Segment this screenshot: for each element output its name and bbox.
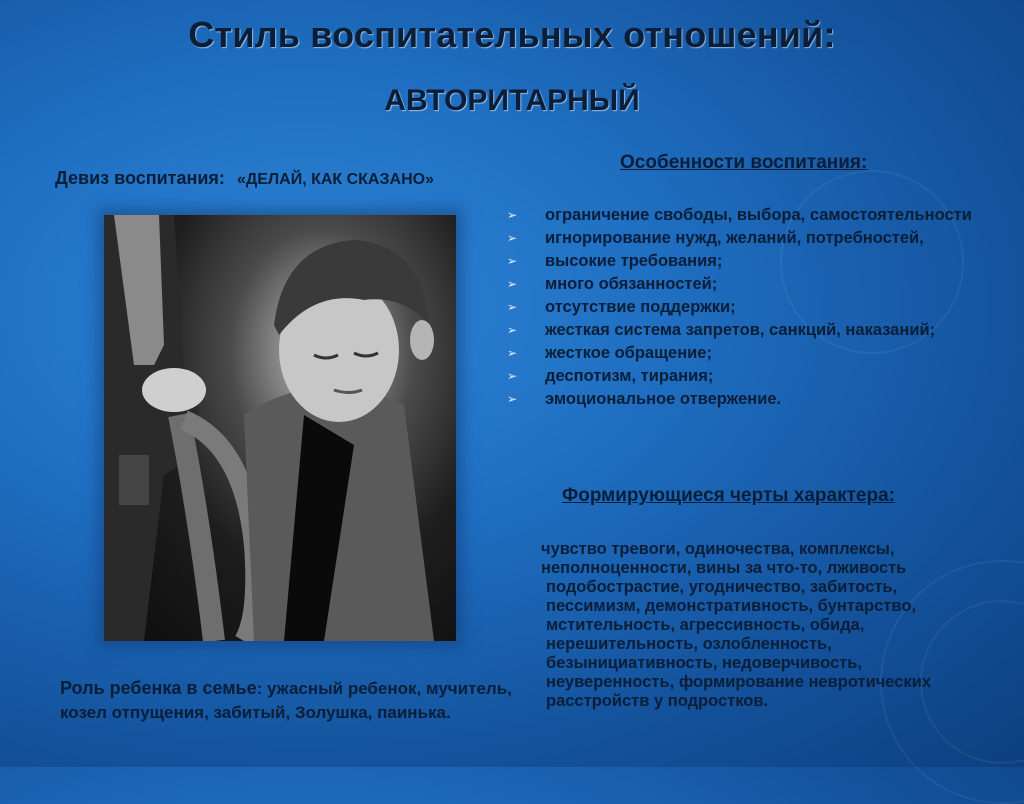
list-item: ➢ жесткое обращение; [507, 344, 712, 362]
list-item: ➢ ограничение свободы, выбора, самостоятельности [507, 206, 972, 224]
child-role-label: Роль ребенка в семье [60, 678, 257, 698]
traits-line: пессимизм, демонстративность, бунтарство, [546, 597, 916, 615]
list-item: ➢ жесткая система запретов, санкций, наказаний; [507, 321, 936, 339]
slide-subtitle: АВТОРИТАРНЫЙ [384, 84, 640, 117]
arrow-bullet-icon: ➢ [507, 231, 518, 245]
arrow-bullet-icon: ➢ [507, 300, 518, 314]
features-heading: Особенности воспитания: [620, 152, 868, 173]
photo-illustration [104, 215, 456, 641]
list-item: ➢ игнорирование нужд, желаний, потребностей, [507, 229, 924, 247]
traits-line: нерешительность, озлобленность, [546, 635, 832, 653]
photo-boy-with-belt [104, 215, 456, 641]
arrow-bullet-icon: ➢ [507, 392, 518, 406]
list-item: ➢ деспотизм, тирания; [507, 367, 714, 385]
arrow-bullet-icon: ➢ [507, 277, 518, 291]
traits-line: безынициативность, недоверчивость, [546, 654, 862, 672]
traits-line: неполноценности, вины за что-то, лживость [541, 559, 907, 577]
list-item: ➢ много обязанностей; [507, 275, 718, 293]
child-role-text: : ужасный ребенок, мучитель, козел отпущения, забитый, Золушка, паинька. [60, 679, 512, 722]
traits-heading: Формирующиеся черты характера: [562, 485, 895, 506]
features-list [505, 206, 1015, 413]
arrow-bullet-icon: ➢ [507, 369, 518, 383]
slide-title: Стиль воспитательных отношений: [188, 14, 836, 55]
arrow-bullet-icon: ➢ [507, 346, 518, 360]
motto-quote: «ДЕЛАЙ, КАК СКАЗАНО» [236, 171, 434, 188]
traits-line: расстройств у подростков. [546, 692, 769, 710]
list-item: ➢ эмоциональное отвержение. [507, 390, 782, 408]
traits-line: неуверенность, формирование невротических [546, 673, 932, 691]
list-item: ➢ отсутствие поддержки; [507, 298, 736, 316]
arrow-bullet-icon: ➢ [507, 208, 518, 222]
motto [55, 168, 434, 189]
child-role [60, 676, 520, 725]
traits-text [537, 540, 1017, 711]
motto-label: Девиз воспитания: [55, 168, 225, 188]
traits-line: подобострастие, угодничество, забитость, [546, 578, 898, 596]
traits-line: чувство тревоги, одиночества, комплексы, [541, 540, 895, 558]
list-item: ➢ высокие требования; [507, 252, 723, 270]
traits-line: мстительность, агрессивность, обида, [546, 616, 865, 634]
arrow-bullet-icon: ➢ [507, 323, 518, 337]
arrow-bullet-icon: ➢ [507, 254, 518, 268]
